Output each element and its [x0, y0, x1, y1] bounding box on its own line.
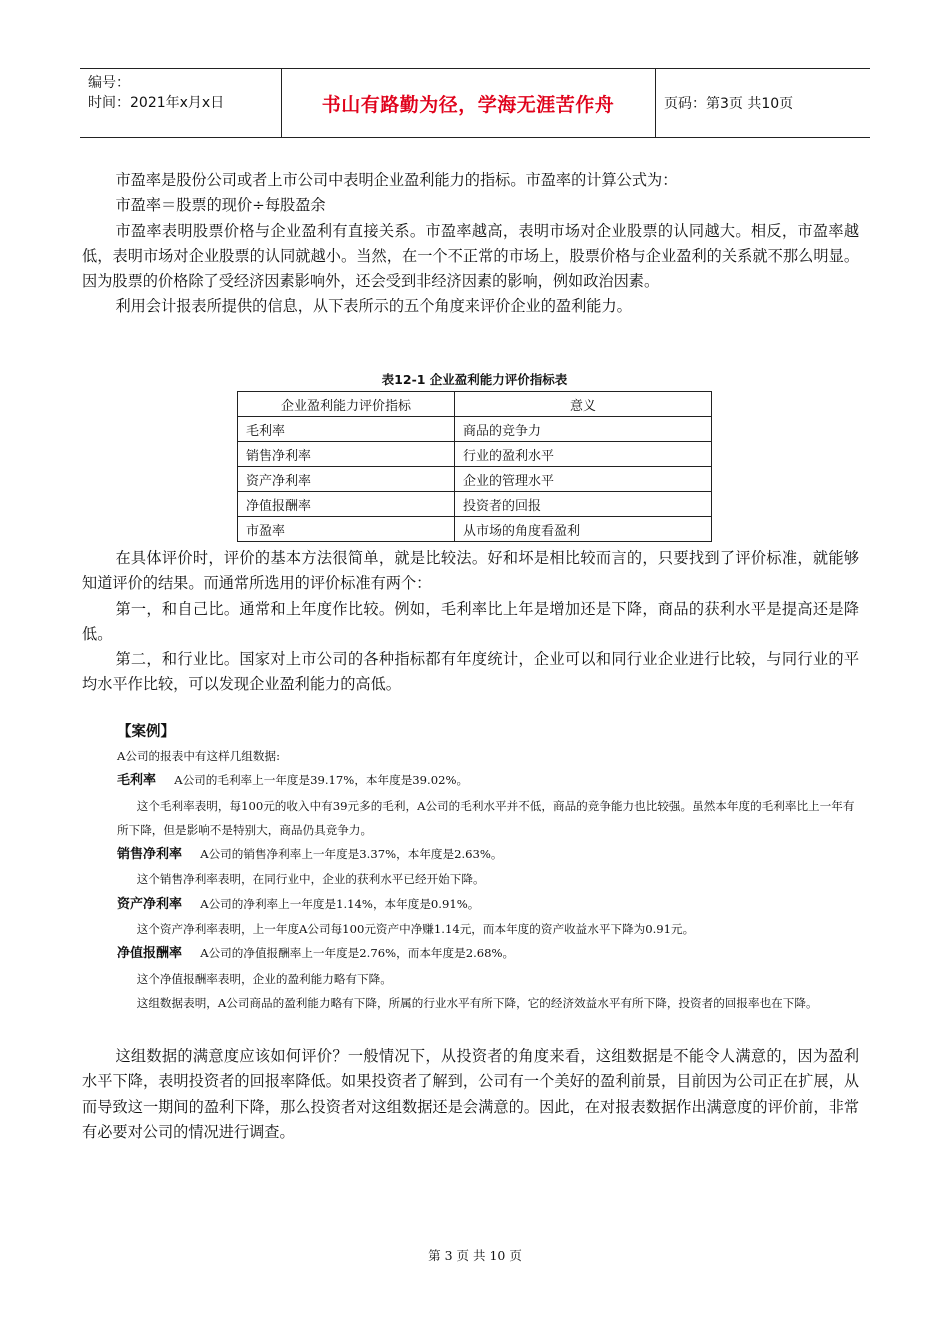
table-title: 表12-1 企业盈利能力评价指标表	[381, 372, 568, 387]
indicator-table	[237, 391, 712, 542]
case-intro: A公司的报表中有这样几组数据:	[117, 749, 280, 763]
table-row	[238, 492, 712, 517]
header-divider	[655, 69, 656, 137]
case-item-note: 这个销售净利率表明，在同行业中，企业的获利水平已经开始下降。	[136, 872, 485, 887]
paragraph: 这组数据的满意度应该如何评价？一般情况下，从投资者的角度来看，这组数据是不能令人满意的，因为盈利水平下降，表明投资者的回报率降低。如果投资者了解到，公司有一个美好的盈利前景，目前因为公司正在扩展，从而导致这一期间的盈利下降，那么投资者对这组数据还是会满意的。因此，在对报表数据作出满意度的评价前，非常有必要对公司的情况进行调查。	[82, 1047, 859, 1141]
table-row	[238, 467, 712, 492]
evaluation-section	[82, 546, 859, 698]
case-item	[117, 768, 862, 793]
table-header-cell: 意义	[455, 392, 712, 417]
case-item-note: 这个净值报酬率表明，企业的盈利能力略有下降。	[136, 971, 392, 986]
case-item-label: 净值报酬率	[117, 946, 183, 962]
intro-section	[82, 168, 859, 320]
formula-line: 市盈率＝股票的现价÷每股盈余	[115, 196, 326, 215]
header-meta	[88, 73, 224, 113]
case-item-data: A公司的净值报酬率上一年度是2.76%，而本年度是2.68%。	[200, 946, 515, 961]
doc-code-label: 编号：	[88, 75, 130, 91]
case-item-note: 这个资产净利率表明，上一年度A公司每100元资产中净赚1.14元，而本年度的资产收益水平下降为0.91元。	[136, 922, 695, 937]
case-item-label: 毛利率	[117, 773, 157, 789]
table-cell: 净值报酬率	[238, 492, 455, 517]
case-item	[117, 842, 862, 867]
header-page-number: 页码：第3页 共10页	[664, 96, 794, 112]
table-cell: 投资者的回报	[455, 492, 712, 517]
table-row	[238, 517, 712, 542]
case-item-data: A公司的毛利率上一年度是39.17%，本年度是39.02%。	[174, 773, 469, 788]
header-motto: 书山有路勤为径，学海无涯苦作舟	[321, 93, 615, 116]
paragraph: 第一，和自己比。通常和上年度作比较。例如，毛利率比上年是增加还是下降，商品的获利水平是提高还是降低。	[82, 599, 859, 643]
conclusion-section	[82, 1044, 859, 1145]
table-cell: 商品的竞争力	[455, 417, 712, 442]
table-cell: 企业的管理水平	[455, 467, 712, 492]
table-cell: 行业的盈利水平	[455, 442, 712, 467]
page-footer: 第 3 页 共 10 页	[428, 1248, 522, 1263]
case-section	[117, 744, 862, 1015]
paragraph: 在具体评价时，评价的基本方法很简单，就是比较法。好和坏是相比较而言的，只要找到了评价标准，就能够知道评价的结果。而通常所选用的评价标准有两个：	[82, 549, 859, 593]
table-row	[238, 417, 712, 442]
table-cell: 毛利率	[238, 417, 455, 442]
table-row	[238, 442, 712, 467]
paragraph: 利用会计报表所提供的信息，从下表所示的五个角度来评价企业的盈利能力。	[115, 297, 632, 316]
table-header-row	[238, 392, 712, 417]
case-item-label: 销售净利率	[117, 847, 183, 863]
case-item	[117, 941, 862, 966]
case-summary: 这组数据表明，A公司商品的盈利能力略有下降，所属的行业水平有所下降，它的经济效益水平有所下降，投资者的回报率也在下降。	[136, 995, 818, 1010]
case-item	[117, 892, 862, 917]
doc-date-label: 时间：2021年x月x日	[88, 95, 225, 111]
paragraph: 第二，和行业比。国家对上市公司的各种指标都有年度统计，企业可以和同行业企业进行比较，与同行业的平均水平作比较，可以发现企业盈利能力的高低。	[82, 650, 859, 694]
table-header-cell: 企业盈利能力评价指标	[238, 392, 455, 417]
case-item-note: 这个毛利率表明，每100元的收入中有39元多的毛利，A公司的毛利水平并不低，商品的竞争能力也比较强。虽然本年度的毛利率比上一年有所下降，但是影响不是特别大，商品仍具竞争力。	[117, 798, 855, 837]
case-item-data: A公司的销售净利率上一年度是3.37%，本年度是2.63%。	[200, 847, 503, 862]
page-header	[80, 68, 870, 138]
table-cell: 市盈率	[238, 517, 455, 542]
case-heading: 【案例】	[117, 724, 175, 740]
case-item-data: A公司的净利率上一年度是1.14%，本年度是0.91%。	[200, 896, 480, 911]
case-item-label: 资产净利率	[117, 896, 183, 912]
table-cell: 资产净利率	[238, 467, 455, 492]
paragraph: 市盈率是股份公司或者上市公司中表明企业盈利能力的指标。市盈率的计算公式为：	[115, 171, 678, 189]
table-cell: 从市场的角度看盈利	[455, 517, 712, 542]
paragraph: 市盈率表明股票价格与企业盈利有直接关系。市盈率越高，表明市场对企业股票的认同越大。相反，市盈率越低，表明市场对企业股票的认同就越小。当然，在一个不正常的市场上，股票价格与企业盈利的关系就不那么明显。因为股票的价格除了受经济因素影响外，还会受到非经济因素的影响，例如政治因素。	[82, 221, 859, 291]
table-cell: 销售净利率	[238, 442, 455, 467]
